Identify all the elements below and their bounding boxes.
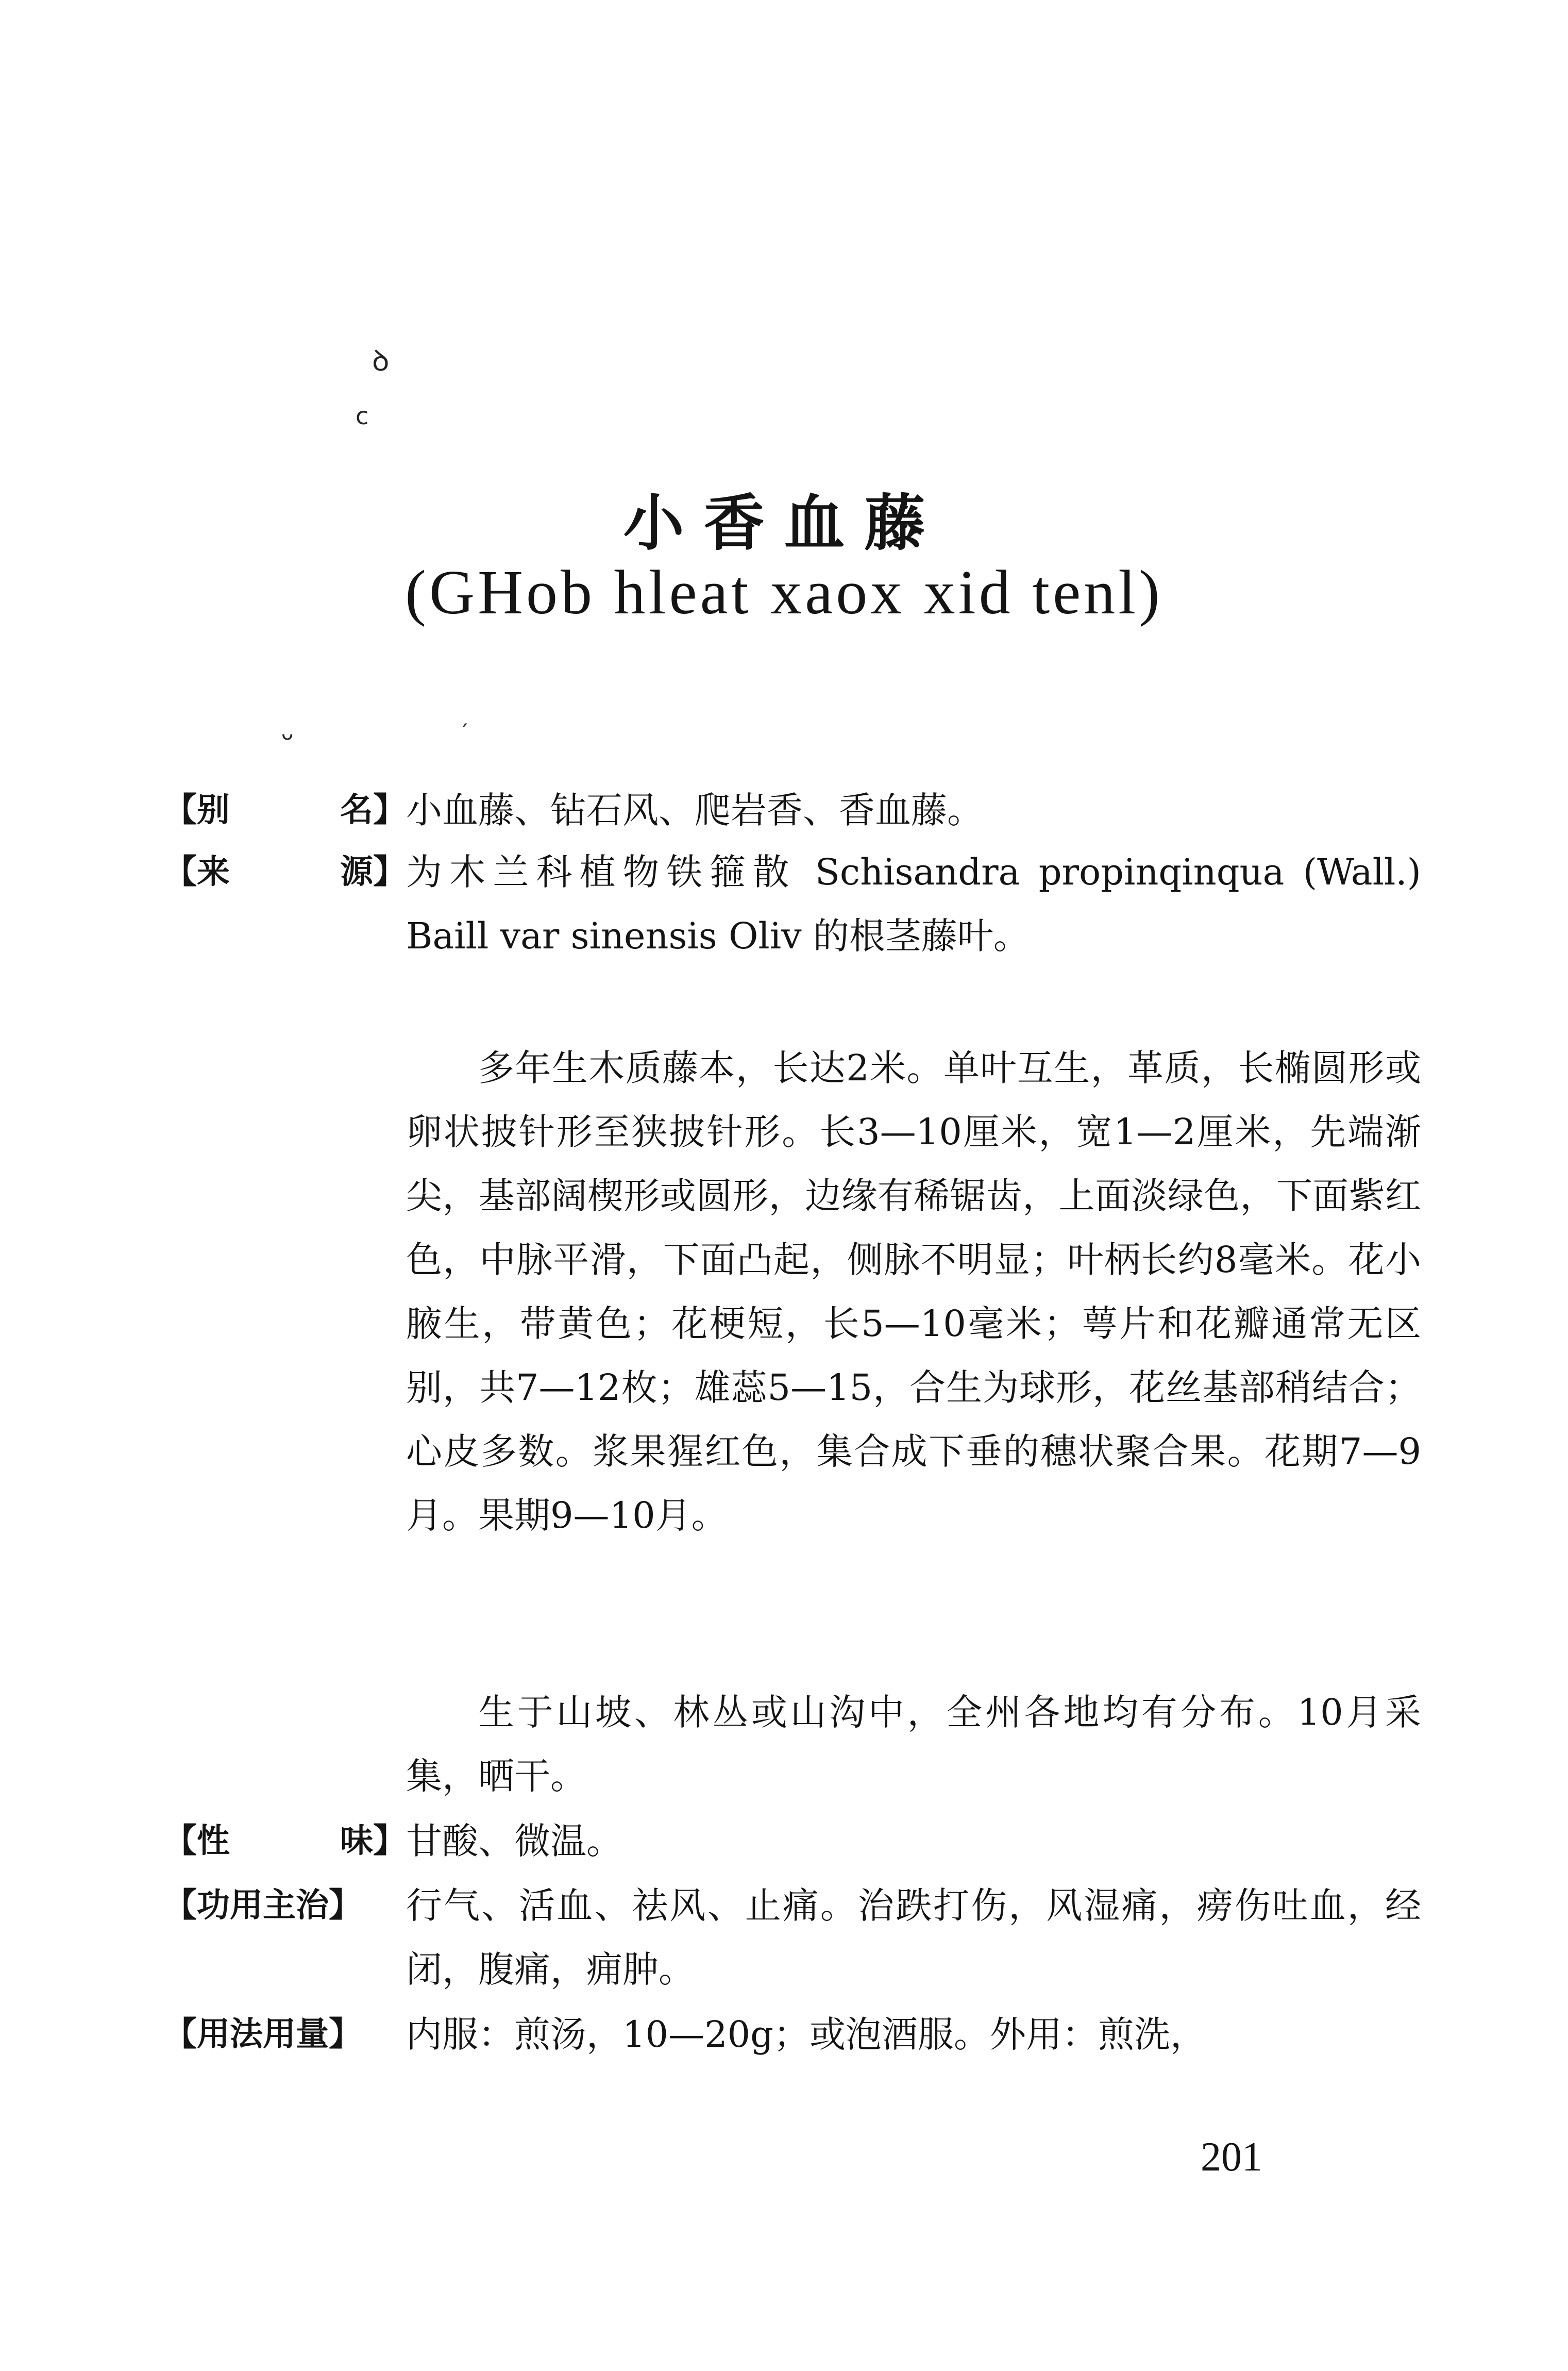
entry-text: 内服：煎汤，10—20g；或泡酒服。外用：煎洗，	[406, 2013, 1206, 2056]
entry-label: 【来 源】	[164, 853, 406, 891]
entry-label: 【别 名】	[164, 791, 406, 829]
page-title: 小香血藤	[623, 488, 945, 559]
scan-speck: ˊ	[459, 722, 469, 745]
entry-label: 【性 味】	[164, 1822, 406, 1860]
entry-label: 【用法用量】	[164, 2015, 362, 2053]
entry-text: 甘酸、微温。	[406, 1820, 622, 1862]
entry-text: 为木兰科植物铁箍散 Schisandra propinqinqua (Wall.) Baill var sinensis Oliv 的根茎藤叶。	[406, 851, 1421, 957]
entry-nature	[164, 1809, 1421, 1873]
entry-usage	[164, 2002, 1421, 2066]
entry-source	[164, 840, 1421, 968]
scan-speck: ꝺ	[372, 344, 390, 378]
habitat-paragraph: 生于山坡、林丛或山沟中，全州各地均有分布。10月采集，晒干。	[406, 1691, 1421, 1797]
page-number: 201	[1201, 2134, 1262, 2180]
entry-label: 【功用主治】	[164, 1886, 362, 1925]
entry-text: 行气、活血、祛风、止痛。治跌打伤，风湿痛，痨伤吐血，经闭，腹痛，痈肿。	[406, 1884, 1421, 1991]
description-paragraph: 多年生木质藤本，长达2米。单叶互生，革质，长椭圆形或卵状披针形至狭披针形。长3—10厘米，宽1—2厘米，先端渐尖，基部阔楔形或圆形，边缘有稀锯齿，上面淡绿色，下面紫红色，中脉平滑，下面凸起，侧脉不明显；叶柄长约8毫米。花小腋生，带黄色；花梗短，长5—10毫米；萼片和花瓣通常无区别，共7—12枚；雄蕊5—15，合生为球形，花丝基部稍结合；心皮多数。浆果猩红色，集合成下垂的穗状聚合果。花期7—9月。果期9—10月。	[406, 1047, 1421, 1537]
page-subtitle: (GHob hleat xaox xid tenl)	[405, 558, 1163, 627]
entry-function	[164, 1874, 1421, 2001]
entry-text: 小血藤、钻石风、爬岩香、香血藤。	[406, 789, 983, 831]
scan-speck: ᴗ	[281, 722, 294, 744]
entry-alias	[164, 778, 1421, 842]
scan-speck: c	[356, 402, 369, 430]
